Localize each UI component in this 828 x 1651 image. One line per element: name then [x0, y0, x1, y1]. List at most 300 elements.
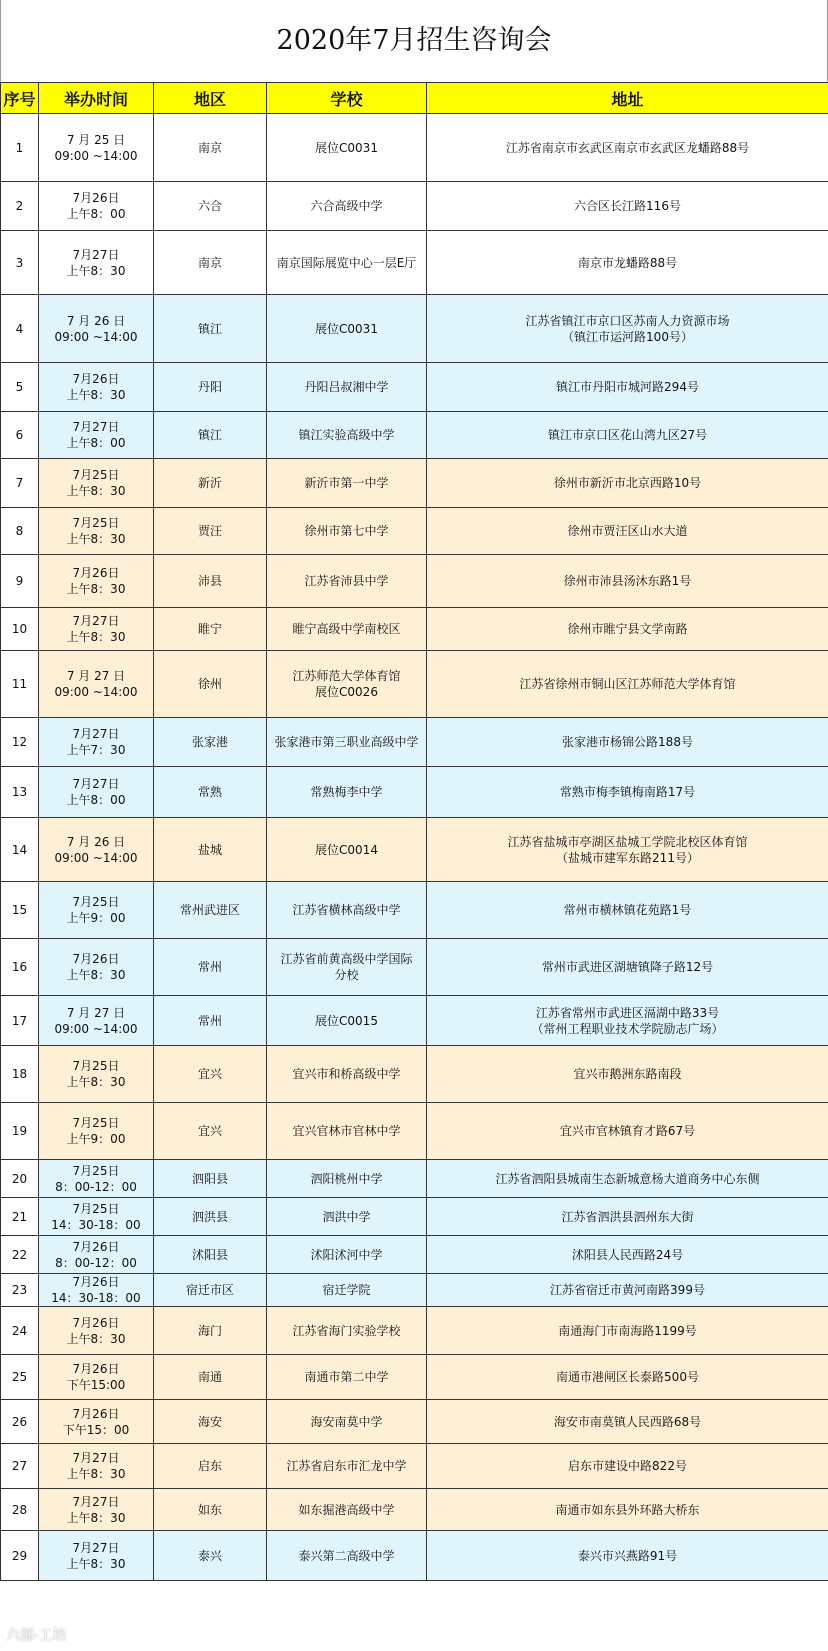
cell-address — [427, 608, 828, 651]
cell-index: 10 — [1, 608, 39, 651]
cell-line: 新沂市第一中学 — [304, 476, 389, 490]
cell-line: 上午8：30 — [66, 263, 126, 278]
cell-time — [39, 608, 154, 651]
cell-line: 上午8：30 — [66, 630, 126, 644]
cell-line: 南京国际展览中心一层E厅 — [276, 255, 417, 270]
cell-line: 常熟梅李中学 — [310, 785, 383, 799]
cell-address — [427, 1307, 828, 1355]
cell-line: 展位C0026 — [315, 685, 378, 699]
cell-line: 09:00 ~14:00 — [54, 850, 138, 865]
cell-region: 丹阳 — [154, 363, 267, 412]
cell-address — [427, 818, 828, 882]
cell-time — [39, 1531, 154, 1581]
cell-school — [267, 1400, 427, 1444]
cell-line: 7月26日 — [72, 372, 120, 386]
cell-line: 常州市横林镇花苑路1号 — [563, 903, 692, 917]
cell-region: 新沂 — [154, 459, 267, 508]
cell-time — [39, 363, 154, 412]
cell-time — [39, 1355, 154, 1400]
cell-line: 宜兴市和桥高级中学 — [292, 1067, 401, 1081]
table-row — [1, 1198, 828, 1236]
cell-index: 8 — [1, 508, 39, 555]
table-row — [1, 996, 828, 1046]
table-row — [1, 1531, 828, 1581]
cell-address — [427, 1046, 828, 1103]
cell-line: 7月26日 — [72, 1239, 120, 1254]
cell-line: 江苏师范大学体育馆 — [292, 669, 401, 683]
cell-address — [427, 1489, 828, 1531]
cell-index: 19 — [1, 1103, 39, 1160]
cell-line: 南通海门市南海路1199号 — [558, 1323, 697, 1338]
cell-time — [39, 555, 154, 608]
cell-line: 南通市港闸区长泰路500号 — [556, 1370, 699, 1384]
cell-time — [39, 767, 154, 818]
cell-line: 江苏省南京市玄武区南京市玄武区龙蟠路88号 — [505, 140, 750, 155]
table-row — [1, 818, 828, 882]
cell-address — [427, 412, 828, 459]
cell-school — [267, 1160, 427, 1198]
cell-region: 张家港 — [154, 718, 267, 767]
cell-line: 7 月 26 日 — [66, 313, 126, 328]
watermark: 六部·工坊 — [6, 1628, 67, 1644]
cell-line: 7月25日 — [72, 516, 120, 530]
cell-address — [427, 651, 828, 718]
cell-line: 张家港市杨锦公路188号 — [562, 735, 693, 749]
header-time: 举办时间 — [39, 83, 154, 114]
cell-line: 14：30-18：00 — [51, 1291, 141, 1305]
table-header-row — [1, 83, 828, 114]
cell-line: 下午15:00 — [66, 1378, 126, 1392]
cell-line: 7月25日 — [72, 1201, 120, 1216]
cell-line: 7月27日 — [72, 1540, 120, 1555]
cell-address — [427, 939, 828, 996]
header-school: 学校 — [267, 83, 427, 114]
cell-region: 徐州 — [154, 651, 267, 718]
cell-region: 海门 — [154, 1307, 267, 1355]
cell-school — [267, 1274, 427, 1307]
cell-address — [427, 363, 828, 412]
cell-line: 上午8：00 — [66, 436, 126, 450]
cell-line: 7月26日 — [72, 1275, 120, 1289]
cell-time — [39, 295, 154, 363]
cell-line: 镇江实验高级中学 — [298, 428, 395, 442]
cell-line: 海安南莫中学 — [310, 1414, 383, 1429]
cell-address — [427, 882, 828, 939]
cell-line: 泗阳桃州中学 — [310, 1171, 383, 1186]
cell-line: 7月27日 — [72, 1494, 120, 1509]
cell-region: 宜兴 — [154, 1046, 267, 1103]
cell-line: 徐州市贾汪区山水大道 — [567, 524, 688, 538]
cell-school — [267, 1307, 427, 1355]
cell-address — [427, 182, 828, 231]
cell-line: 14：30-18：00 — [51, 1217, 141, 1232]
cell-address — [427, 718, 828, 767]
cell-region: 贾汪 — [154, 508, 267, 555]
table-row — [1, 1489, 828, 1531]
cell-region: 泰兴 — [154, 1531, 267, 1581]
table-row — [1, 939, 828, 996]
cell-region: 海安 — [154, 1400, 267, 1444]
table-row — [1, 231, 828, 295]
cell-region: 常州 — [154, 996, 267, 1046]
cell-index: 11 — [1, 651, 39, 718]
cell-line: 江苏省镇江市京口区苏南人力资源市场 — [525, 313, 730, 328]
cell-address — [427, 1274, 828, 1307]
cell-line: 江苏省前黄高级中学国际 — [280, 952, 413, 966]
cell-school — [267, 1531, 427, 1581]
cell-index: 29 — [1, 1531, 39, 1581]
cell-school — [267, 1355, 427, 1400]
cell-line: 宜兴市鹅洲东路南段 — [573, 1067, 682, 1081]
cell-line: 7月27日 — [72, 1451, 120, 1465]
cell-line: 江苏省海门实验学校 — [292, 1323, 401, 1338]
cell-line: 徐州市沛县汤沐东路1号 — [563, 574, 692, 588]
cell-line: 宜兴官林市官林中学 — [292, 1124, 401, 1138]
cell-address — [427, 295, 828, 363]
cell-line: 江苏省常州市武进区滆湖中路33号 — [535, 1005, 720, 1020]
cell-line: 8：00-12：00 — [55, 1179, 137, 1194]
cell-line: 09:00 ~14:00 — [54, 148, 138, 163]
header-address: 地址 — [427, 83, 828, 114]
table-row — [1, 555, 828, 608]
cell-time — [39, 508, 154, 555]
cell-time — [39, 882, 154, 939]
cell-line: 上午8：30 — [66, 968, 126, 982]
cell-school — [267, 1046, 427, 1103]
cell-region: 常州 — [154, 939, 267, 996]
cell-school — [267, 818, 427, 882]
cell-line: 南京市龙蟠路88号 — [577, 255, 678, 270]
cell-address — [427, 1103, 828, 1160]
table-row — [1, 182, 828, 231]
cell-school — [267, 996, 427, 1046]
cell-region: 常熟 — [154, 767, 267, 818]
cell-region: 如东 — [154, 1489, 267, 1531]
cell-school — [267, 182, 427, 231]
cell-index: 21 — [1, 1198, 39, 1236]
cell-line: （镇江市运河路100号） — [562, 329, 693, 344]
cell-school — [267, 1489, 427, 1531]
cell-address — [427, 114, 828, 182]
cell-school — [267, 718, 427, 767]
cell-line: 徐州市第七中学 — [304, 524, 389, 538]
cell-line: 上午8：00 — [66, 207, 126, 221]
cell-line: 上午8：30 — [66, 582, 126, 596]
table-row — [1, 114, 828, 182]
cell-line: 7月27日 — [72, 247, 120, 262]
table-row — [1, 1307, 828, 1355]
cell-school — [267, 508, 427, 555]
cell-school — [267, 412, 427, 459]
cell-index: 9 — [1, 555, 39, 608]
table-row — [1, 1400, 828, 1444]
table-body — [1, 114, 828, 1581]
table-row — [1, 1103, 828, 1160]
cell-school — [267, 1103, 427, 1160]
cell-address — [427, 1160, 828, 1198]
cell-line: 泰兴市兴燕路91号 — [577, 1548, 678, 1563]
cell-index: 3 — [1, 231, 39, 295]
cell-line: 六合高级中学 — [310, 199, 383, 213]
cell-index: 26 — [1, 1400, 39, 1444]
cell-line: 沭阳沭河中学 — [310, 1247, 383, 1262]
cell-address — [427, 231, 828, 295]
cell-time — [39, 1307, 154, 1355]
table-row — [1, 651, 828, 718]
cell-line: 7 月 25 日 — [66, 132, 126, 147]
cell-time — [39, 182, 154, 231]
cell-line: 泰兴第二高级中学 — [298, 1548, 395, 1563]
cell-line: 展位C0014 — [315, 842, 378, 857]
cell-region: 睢宁 — [154, 608, 267, 651]
cell-line: 常熟市梅李镇梅南路17号 — [559, 785, 696, 799]
table-row — [1, 508, 828, 555]
cell-line: 7月25日 — [72, 895, 120, 909]
cell-line: 7月27日 — [72, 727, 120, 741]
page-title: 2020年7月招生咨询会 — [0, 0, 828, 82]
cell-time — [39, 412, 154, 459]
cell-line: 上午8：30 — [66, 1510, 126, 1525]
cell-line: 上午8：00 — [66, 793, 126, 807]
cell-line: 江苏省盐城市亭湖区盐城工学院北校区体育馆 — [507, 834, 748, 849]
cell-time — [39, 996, 154, 1046]
cell-time — [39, 1274, 154, 1307]
cell-line: 上午9：00 — [66, 1132, 126, 1146]
cell-region: 镇江 — [154, 412, 267, 459]
cell-line: 海安市南莫镇人民西路68号 — [553, 1414, 702, 1429]
cell-line: 7月26日 — [72, 191, 120, 205]
cell-line: 上午8：30 — [66, 1331, 126, 1346]
cell-time — [39, 1236, 154, 1274]
cell-line: 徐州市新沂市北京西路10号 — [553, 476, 702, 490]
cell-index: 22 — [1, 1236, 39, 1274]
cell-address — [427, 555, 828, 608]
cell-time — [39, 651, 154, 718]
table-row — [1, 1160, 828, 1198]
table-row — [1, 459, 828, 508]
cell-region: 南京 — [154, 231, 267, 295]
cell-address — [427, 508, 828, 555]
cell-line: 7月26日 — [72, 1362, 120, 1376]
cell-school — [267, 1236, 427, 1274]
header-index: 序号 — [1, 83, 39, 114]
cell-line: 7月26日 — [72, 952, 120, 966]
cell-index: 2 — [1, 182, 39, 231]
cell-index: 12 — [1, 718, 39, 767]
cell-line: 09:00 ~14:00 — [54, 1021, 138, 1036]
cell-school — [267, 882, 427, 939]
cell-index: 5 — [1, 363, 39, 412]
cell-line: 江苏省宿迁市黄河南路399号 — [550, 1283, 705, 1297]
cell-school — [267, 651, 427, 718]
cell-address — [427, 996, 828, 1046]
cell-school — [267, 114, 427, 182]
cell-line: 09:00 ~14:00 — [54, 685, 138, 699]
cell-line: 上午7：30 — [66, 743, 126, 757]
table-row — [1, 1444, 828, 1489]
cell-region: 泗阳县 — [154, 1160, 267, 1198]
cell-line: 镇江市京口区花山湾九区27号 — [547, 428, 708, 442]
cell-index: 27 — [1, 1444, 39, 1489]
cell-school — [267, 1198, 427, 1236]
cell-line: 下午15：00 — [62, 1422, 130, 1437]
cell-address — [427, 1444, 828, 1489]
cell-region: 泗洪县 — [154, 1198, 267, 1236]
cell-time — [39, 1103, 154, 1160]
cell-time — [39, 231, 154, 295]
cell-line: 09:00 ~14:00 — [54, 329, 138, 344]
cell-school — [267, 767, 427, 818]
cell-region: 宜兴 — [154, 1103, 267, 1160]
table-row — [1, 767, 828, 818]
cell-index: 13 — [1, 767, 39, 818]
cell-region: 沭阳县 — [154, 1236, 267, 1274]
cell-index: 6 — [1, 412, 39, 459]
table-row — [1, 1236, 828, 1274]
cell-line: 南通市如东县外环路大桥东 — [555, 1502, 700, 1517]
cell-time — [39, 1160, 154, 1198]
cell-region: 盐城 — [154, 818, 267, 882]
cell-line: 8：00-12：00 — [55, 1255, 137, 1270]
cell-time — [39, 1198, 154, 1236]
cell-school — [267, 459, 427, 508]
cell-line: 7月25日 — [72, 1163, 120, 1178]
cell-line: 睢宁高级中学南校区 — [292, 622, 401, 636]
cell-line: 江苏省徐州市铜山区江苏师范大学体育馆 — [519, 677, 736, 691]
cell-index: 28 — [1, 1489, 39, 1531]
cell-time — [39, 718, 154, 767]
cell-time — [39, 939, 154, 996]
cell-school — [267, 363, 427, 412]
cell-index: 24 — [1, 1307, 39, 1355]
cell-line: 7月27日 — [72, 614, 120, 628]
table-row — [1, 718, 828, 767]
table-row — [1, 412, 828, 459]
cell-time — [39, 459, 154, 508]
cell-index: 16 — [1, 939, 39, 996]
cell-line: 启东市建设中路822号 — [568, 1459, 687, 1473]
cell-line: 展位C0015 — [315, 1013, 378, 1028]
cell-index: 18 — [1, 1046, 39, 1103]
cell-index: 1 — [1, 114, 39, 182]
cell-line: 7 月 26 日 — [66, 834, 126, 849]
cell-address — [427, 1400, 828, 1444]
cell-line: 江苏省泗洪县泗州东大街 — [561, 1209, 694, 1224]
schedule-table — [0, 82, 828, 1581]
cell-line: 如东掘港高级中学 — [298, 1502, 395, 1517]
cell-region: 常州武进区 — [154, 882, 267, 939]
header-region: 地区 — [154, 83, 267, 114]
cell-region: 沛县 — [154, 555, 267, 608]
cell-line: （常州工程职业技术学院励志广场） — [531, 1021, 724, 1036]
cell-line: 宿迁学院 — [322, 1283, 371, 1297]
cell-address — [427, 1198, 828, 1236]
cell-line: 7月25日 — [72, 468, 120, 482]
cell-region: 宿迁市区 — [154, 1274, 267, 1307]
cell-school — [267, 555, 427, 608]
table-row — [1, 608, 828, 651]
cell-index: 7 — [1, 459, 39, 508]
cell-line: 江苏省泗阳县城南生态新城意杨大道商务中心东侧 — [495, 1171, 760, 1186]
cell-line: 上午8：30 — [66, 484, 126, 498]
cell-line: 展位C0031 — [315, 321, 378, 336]
cell-line: 上午8：30 — [66, 388, 126, 402]
cell-line: 7月25日 — [72, 1059, 120, 1073]
cell-line: 7月27日 — [72, 777, 120, 791]
cell-region: 镇江 — [154, 295, 267, 363]
cell-line: 7 月 27 日 — [66, 1005, 126, 1020]
cell-address — [427, 767, 828, 818]
cell-region: 六合 — [154, 182, 267, 231]
cell-school — [267, 295, 427, 363]
cell-line: 丹阳吕叔湘中学 — [304, 380, 389, 394]
cell-line: 徐州市睢宁县文学南路 — [567, 622, 688, 636]
cell-line: 镇江市丹阳市城河路294号 — [556, 380, 699, 394]
cell-school — [267, 939, 427, 996]
table-row — [1, 1274, 828, 1307]
cell-line: 分校 — [334, 968, 359, 982]
cell-time — [39, 1046, 154, 1103]
cell-line: 7月26日 — [72, 1315, 120, 1330]
cell-line: 泗洪中学 — [322, 1209, 371, 1224]
cell-address — [427, 1355, 828, 1400]
cell-index: 20 — [1, 1160, 39, 1198]
table-row — [1, 295, 828, 363]
cell-address — [427, 1531, 828, 1581]
cell-line: 沭阳县人民西路24号 — [571, 1247, 684, 1262]
cell-index: 23 — [1, 1274, 39, 1307]
cell-region: 启东 — [154, 1444, 267, 1489]
cell-time — [39, 818, 154, 882]
cell-line: 上午8：30 — [66, 1075, 126, 1089]
table-row — [1, 363, 828, 412]
cell-line: 宜兴市官林镇育才路67号 — [559, 1124, 696, 1138]
cell-line: 7月25日 — [72, 1116, 120, 1130]
cell-index: 14 — [1, 818, 39, 882]
cell-line: 六合区长江路116号 — [574, 199, 681, 213]
cell-line: 常州市武进区湖塘镇降子路12号 — [541, 960, 714, 974]
cell-region: 南京 — [154, 114, 267, 182]
cell-line: 7月26日 — [72, 566, 120, 580]
cell-line: 上午8：30 — [66, 532, 126, 546]
cell-school — [267, 608, 427, 651]
cell-time — [39, 1444, 154, 1489]
cell-line: 南通市第二中学 — [304, 1370, 389, 1384]
cell-time — [39, 114, 154, 182]
cell-school — [267, 1444, 427, 1489]
cell-region: 南通 — [154, 1355, 267, 1400]
table-row — [1, 882, 828, 939]
cell-line: 7月26日 — [72, 1406, 120, 1421]
cell-address — [427, 1236, 828, 1274]
cell-address — [427, 459, 828, 508]
cell-index: 25 — [1, 1355, 39, 1400]
cell-index: 17 — [1, 996, 39, 1046]
cell-index: 15 — [1, 882, 39, 939]
cell-line: 上午8：30 — [66, 1556, 126, 1571]
cell-line: 张家港市第三职业高级中学 — [274, 735, 419, 749]
cell-line: 7月27日 — [72, 420, 120, 434]
table-row — [1, 1355, 828, 1400]
cell-line: （盐城市建军东路211号） — [556, 850, 699, 865]
cell-line: 江苏省沛县中学 — [304, 574, 389, 588]
table-row — [1, 1046, 828, 1103]
cell-line: 上午9：00 — [66, 911, 126, 925]
cell-index: 4 — [1, 295, 39, 363]
cell-school — [267, 231, 427, 295]
cell-line: 7 月 27 日 — [66, 669, 126, 683]
cell-line: 江苏省横林高级中学 — [292, 903, 401, 917]
